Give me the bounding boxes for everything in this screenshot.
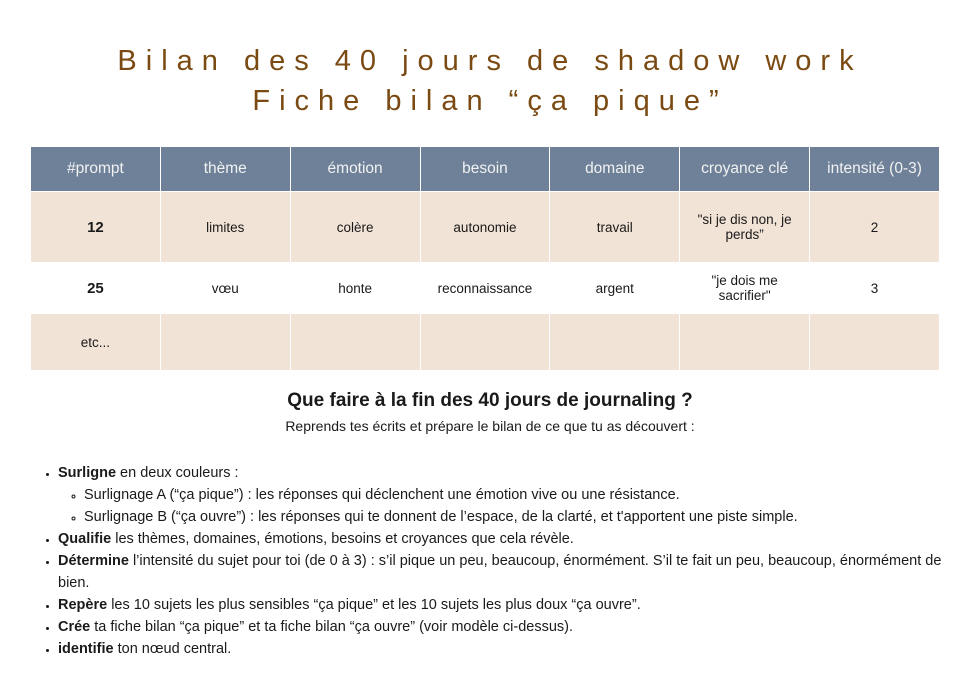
list-item-keyword: Qualifie bbox=[58, 531, 112, 547]
header-emotion: émotion bbox=[290, 147, 420, 192]
list-item-keyword: Repère bbox=[58, 597, 108, 613]
list-item-keyword: Crée bbox=[58, 619, 91, 635]
table-header-row bbox=[31, 147, 940, 192]
page-subtitle: Fiche bilan “ça pique” bbox=[252, 85, 728, 117]
list-item-text: ta fiche bilan “ça pique” et ta fiche bilan “ça ouvre” (voir modèle ci-dessus). bbox=[90, 619, 573, 635]
header-croyance: croyance clé bbox=[680, 147, 810, 192]
table-cell: 25 bbox=[31, 263, 161, 314]
table-cell bbox=[810, 314, 940, 371]
list-item bbox=[58, 616, 958, 638]
list-item-keyword: Surligne bbox=[58, 465, 117, 481]
header-intensite: intensité (0-3) bbox=[810, 147, 940, 192]
table-cell: limites bbox=[160, 192, 290, 263]
sub-list-item: ◦ Surlignage B (“ça ouvre”) : les réponses qui te donnent de l’espace, de la clarté, et t'apportent une piste simple. bbox=[84, 506, 958, 528]
list-item bbox=[58, 462, 958, 528]
table-cell: honte bbox=[290, 263, 420, 314]
table-cell: reconnaissance bbox=[420, 263, 550, 314]
list-item bbox=[58, 550, 958, 594]
table-cell bbox=[550, 314, 680, 371]
table-cell: travail bbox=[550, 192, 680, 263]
table-cell: 2 bbox=[810, 192, 940, 263]
section-heading: Que faire à la fin des 40 jours de journaling ? bbox=[287, 390, 693, 411]
table-cell bbox=[420, 314, 550, 371]
list-item-text: en deux couleurs : bbox=[116, 465, 239, 481]
table-cell bbox=[160, 314, 290, 371]
section-intro: Reprends tes écrits et prépare le bilan de ce que tu as découvert : bbox=[285, 418, 695, 434]
table-cell: "si je dis non, je perds” bbox=[680, 192, 810, 263]
instruction-list bbox=[40, 462, 958, 660]
table-row bbox=[31, 263, 940, 314]
table-cell: 3 bbox=[810, 263, 940, 314]
table-cell: colère bbox=[290, 192, 420, 263]
list-item-text: ton nœud central. bbox=[113, 641, 232, 657]
header-prompt: #prompt bbox=[31, 147, 161, 192]
header-domaine: domaine bbox=[550, 147, 680, 192]
table-cell: "je dois me sacrifier" bbox=[680, 263, 810, 314]
list-item bbox=[58, 528, 958, 550]
table-cell: etc... bbox=[31, 314, 161, 371]
table-row bbox=[31, 314, 940, 371]
list-item-text: les 10 sujets les plus sensibles “ça pique” et les 10 sujets les plus doux “ça ouvre”. bbox=[107, 597, 641, 613]
list-item bbox=[58, 638, 958, 660]
bilan-table bbox=[30, 146, 940, 371]
list-item-keyword: Détermine bbox=[58, 553, 129, 569]
table-cell bbox=[290, 314, 420, 371]
header-besoin: besoin bbox=[420, 147, 550, 192]
list-item bbox=[58, 594, 958, 616]
list-item-text: l’intensité du sujet pour toi (de 0 à 3) : s’il pique un peu, beaucoup, énormément. S’il te fait un peu, beaucoup, énormément de bien. bbox=[58, 553, 942, 591]
sub-list bbox=[58, 484, 958, 528]
table-cell: autonomie bbox=[420, 192, 550, 263]
table-cell bbox=[680, 314, 810, 371]
table-cell: argent bbox=[550, 263, 680, 314]
table-cell: 12 bbox=[31, 192, 161, 263]
table-cell: vœu bbox=[160, 263, 290, 314]
table-row bbox=[31, 192, 940, 263]
page-title: Bilan des 40 jours de shadow work bbox=[117, 45, 863, 77]
list-item-keyword: identifie bbox=[58, 641, 114, 657]
sub-list-item: ◦ Surlignage A (“ça pique”) : les réponses qui déclenchent une émotion vive ou une résistance. bbox=[84, 484, 958, 506]
header-theme: thème bbox=[160, 147, 290, 192]
list-item-text: les thèmes, domaines, émotions, besoins et croyances que cela révèle. bbox=[111, 531, 574, 547]
